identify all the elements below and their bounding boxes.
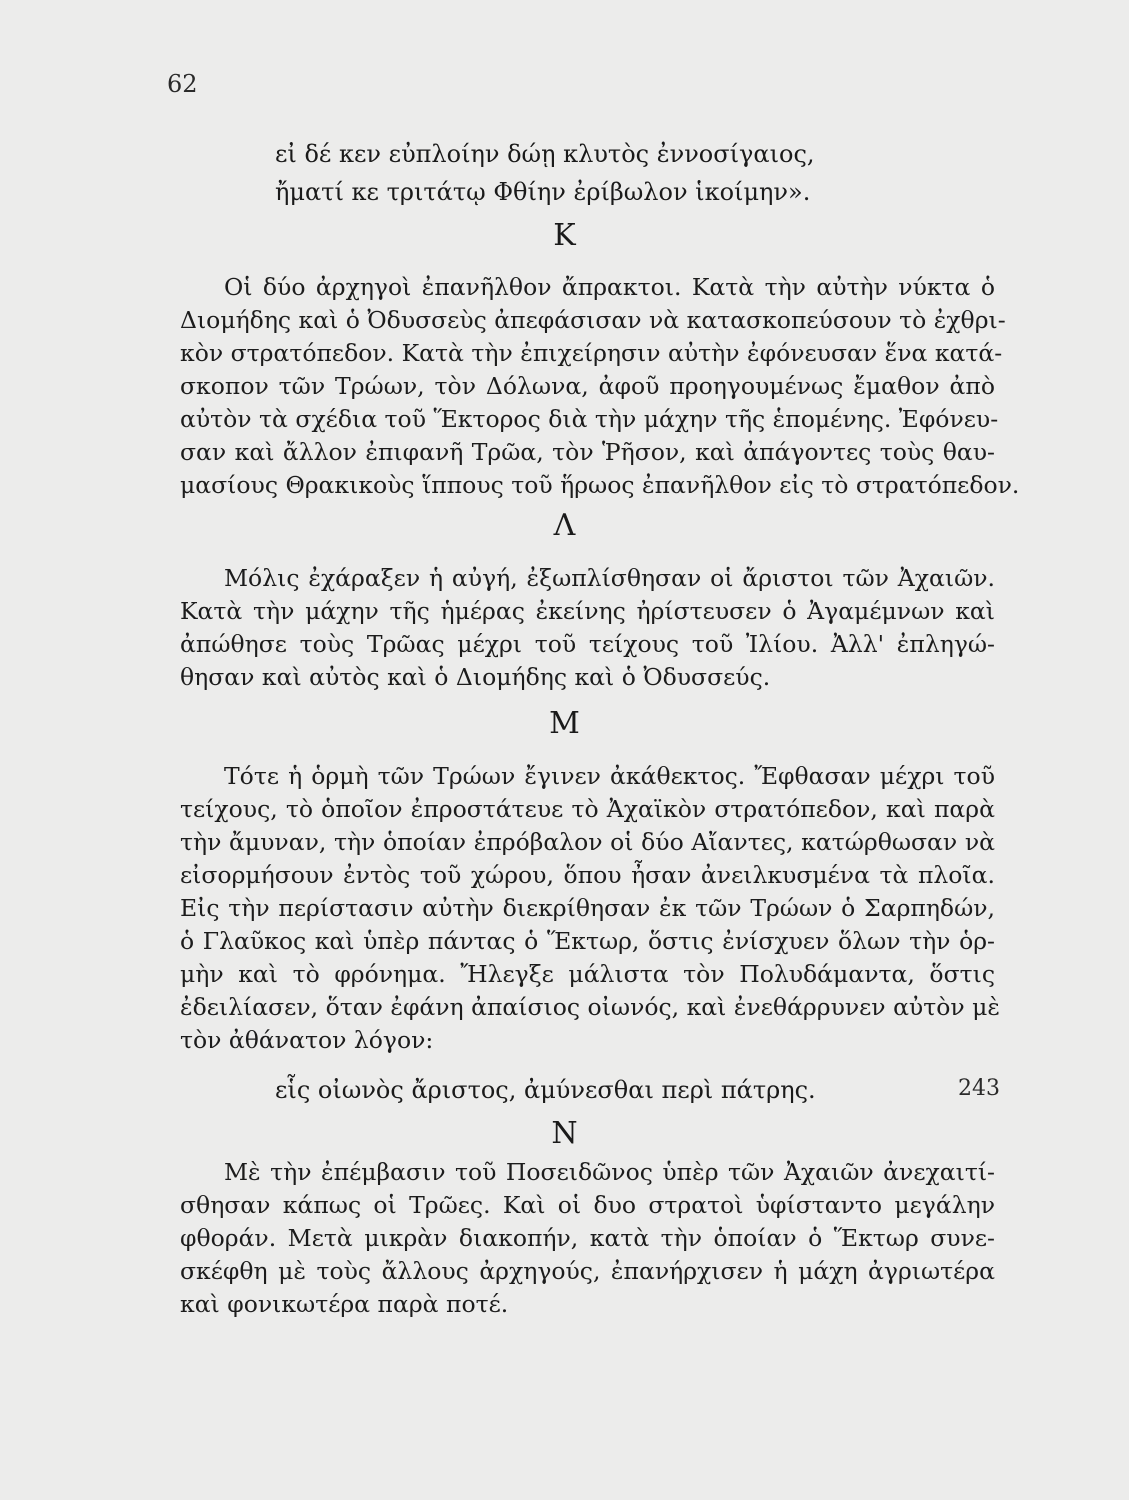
text-line: τείχους, τὸ ὁποῖον ἐπροστάτευε τὸ Ἀχαϊκὸν στρατόπεδον, καὶ παρὰ — [180, 795, 995, 823]
paragraph — [180, 271, 1020, 502]
text-line: σαν καὶ ἄλλον ἐπιφανῆ Τρῶα, τὸν Ῥῆσον, καὶ ἀπάγοντες τοὺς θαυ- — [180, 438, 995, 466]
text-line: Μὲ τὴν ἐπέμβασιν τοῦ Ποσειδῶνος ὑπὲρ τῶν Ἀχαιῶν ἀνεχαιτί- — [224, 1158, 995, 1186]
text-line: ἀπώθησε τοὺς Τρῶας μέχρι τοῦ τείχους τοῦ Ἰλίου. Ἀλλ' ἐπληγώ- — [180, 630, 995, 658]
text-line: μὴν καὶ τὸ φρόνημα. Ἤλεγξε μάλιστα τὸν Πολυδάμαντα, ὅστις — [180, 960, 995, 988]
verse-line: εἰ δέ κεν εὐπλοίην δώῃ κλυτὸς ἐννοσίγαιος, — [275, 140, 815, 168]
text-line: κὸν στρατόπεδον. Κατὰ τὴν ἐπιχείρησιν αὐτὴν ἐφόνευσαν ἕνα κατά- — [180, 339, 1003, 367]
text-line: αὐτὸν τὰ σχέδια τοῦ Ἕκτορος διὰ τὴν μάχην τῆς ἑπομένης. Ἐφόνευ- — [180, 405, 999, 433]
paragraph — [180, 760, 1001, 1057]
text-line: Διομήδης καὶ ὁ Ὀδυσσεὺς ἀπεφάσισαν νὰ κατασκοπεύσουν τὸ ἐχθρι- — [180, 306, 1006, 334]
text-line: θησαν καὶ αὐτὸς καὶ ὁ Διομήδης καὶ ὁ Ὀδυσσεύς. — [180, 663, 771, 691]
paragraph — [180, 1156, 995, 1321]
page-number: 62 — [167, 70, 198, 98]
text-line: καὶ φονικωτέρα παρὰ ποτέ. — [180, 1290, 509, 1318]
text-line: εἰσορμήσουν ἐντὸς τοῦ χώρου, ὅπου ἦσαν ἀνειλκυσμένα τὰ πλοῖα. — [180, 861, 995, 889]
section-heading: Μ — [549, 706, 580, 741]
text-line: Τότε ἡ ὁρμὴ τῶν Τρώων ἔγινεν ἀκάθεκτος. Ἔφθασαν μέχρι τοῦ — [224, 762, 995, 790]
text-line: ὁ Γλαῦκος καὶ ὑπὲρ πάντας ὁ Ἕκτωρ, ὅστις ἐνίσχυεν ὅλων τὴν ὁρ- — [180, 927, 995, 955]
text-line: ἐδειλίασεν, ὅταν ἐφάνη ἀπαίσιος οἰωνός, καὶ ἐνεθάρρυνεν αὐτὸν μὲ — [180, 993, 1001, 1021]
paragraph — [180, 562, 995, 694]
verse-line: εἷς οἰωνὸς ἄριστος, ἀμύνεσθαι περὶ πάτρης. — [275, 1076, 816, 1104]
text-line: μασίους Θρακικοὺς ἵππους τοῦ ἥρωος ἐπανῆλθον εἰς τὸ στρατόπεδον. — [180, 471, 1020, 499]
text-line: τὴν ἄμυναν, τὴν ὁποίαν ἐπρόβαλον οἱ δύο Αἴαντες, κατώρθωσαν νὰ — [180, 828, 995, 856]
text-line: φθοράν. Μετὰ μικρὰν διακοπήν, κατὰ τὴν ὁποίαν ὁ Ἕκτωρ συνε- — [180, 1224, 995, 1252]
text-line: Μόλις ἐχάραξεν ἡ αὐγή, ἐξωπλίσθησαν οἱ ἄριστοι τῶν Ἀχαιῶν. — [224, 564, 995, 592]
section-heading: Ν — [551, 1116, 578, 1151]
section-heading: Λ — [553, 508, 576, 543]
text-line: σκοπον τῶν Τρώων, τὸν Δόλωνα, ἀφοῦ προηγουμένως ἔμαθον ἀπὸ — [180, 372, 995, 400]
text-line: σκέφθη μὲ τοὺς ἄλλους ἀρχηγούς, ἐπανήρχισεν ἡ μάχη ἀγριωτέρα — [180, 1257, 995, 1285]
verse-line-number: 243 — [958, 1076, 1000, 1101]
text-line: Εἰς τὴν περίστασιν αὐτὴν διεκρίθησαν ἐκ τῶν Τρώων ὁ Σαρπηδών, — [180, 894, 995, 922]
verse-line: ἤματί κε τριτάτῳ Φθίην ἐρίβωλον ἱκοίμην». — [275, 178, 811, 206]
section-heading: Κ — [553, 218, 576, 253]
text-line: Κατὰ τὴν μάχην τῆς ἡμέρας ἐκείνης ἠρίστευσεν ὁ Ἀγαμέμνων καὶ — [180, 597, 995, 625]
text-line: Οἱ δύο ἀρχηγοὶ ἐπανῆλθον ἄπρακτοι. Κατὰ τὴν αὐτὴν νύκτα ὁ — [224, 273, 995, 301]
text-line: σθησαν κάπως οἱ Τρῶες. Καὶ οἱ δυο στρατοὶ ὑφίσταντο μεγάλην — [180, 1191, 995, 1219]
text-line: τὸν ἀθάνατον λόγον: — [180, 1026, 434, 1054]
